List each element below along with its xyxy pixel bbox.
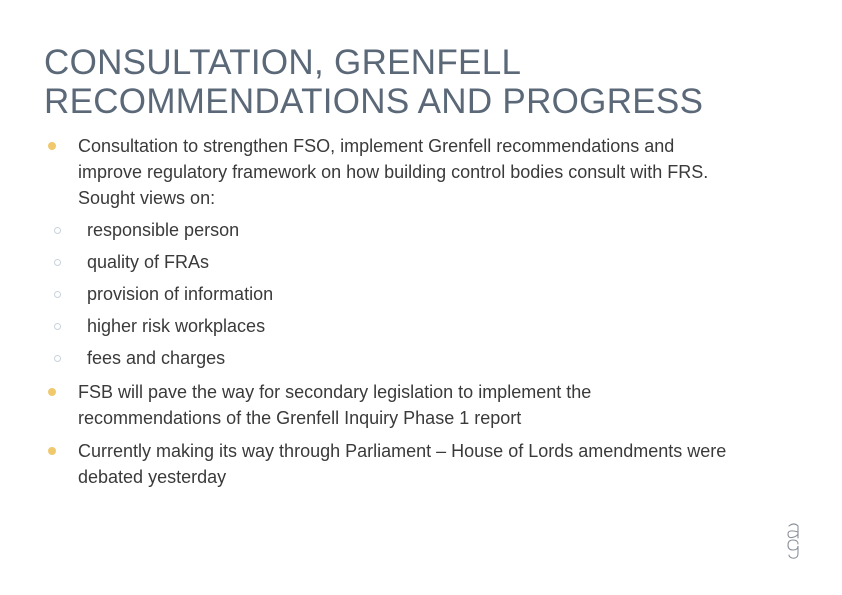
bullet-text-line: Consultation to strengthen FSO, implement Grenfell recommendations and <box>78 136 675 156</box>
bullet-dot-icon <box>48 446 58 456</box>
bullet-text-line: FSB will pave the way for secondary legislation to implement the <box>78 382 592 402</box>
bullet-text-line: debated yesterday <box>78 467 227 487</box>
bullet-dot-icon <box>48 387 58 397</box>
sub-bullet-text: higher risk workplaces <box>87 316 266 336</box>
sub-bullet-text: quality of FRAs <box>87 252 210 272</box>
bullet-text-line: Currently making its way through Parliament – House of Lords amendments were <box>78 441 727 461</box>
hollow-bullet-icon <box>54 258 64 268</box>
sub-bullet-text: fees and charges <box>87 348 226 368</box>
sub-bullet-text: responsible person <box>87 220 240 240</box>
slide-title-line-1: CONSULTATION, GRENFELL <box>44 43 522 82</box>
bullet-text-line: Sought views on: <box>78 188 216 208</box>
slide-title-line-2: RECOMMENDATIONS AND PROGRESS <box>44 82 704 121</box>
hollow-bullet-icon <box>54 290 64 300</box>
slide-title <box>44 43 804 121</box>
hollow-bullet-icon <box>54 354 64 364</box>
ag-monogram-logo-icon <box>784 520 804 560</box>
hollow-bullet-icon <box>54 226 64 236</box>
bullet-text-line: improve regulatory framework on how building control bodies consult with FRS. <box>78 162 709 182</box>
sub-bullet-text: provision of information <box>87 284 274 304</box>
bullet-dot-icon <box>48 141 58 151</box>
hollow-bullet-icon <box>54 322 64 332</box>
bullet-text-line: recommendations of the Grenfell Inquiry Phase 1 report <box>78 408 522 428</box>
